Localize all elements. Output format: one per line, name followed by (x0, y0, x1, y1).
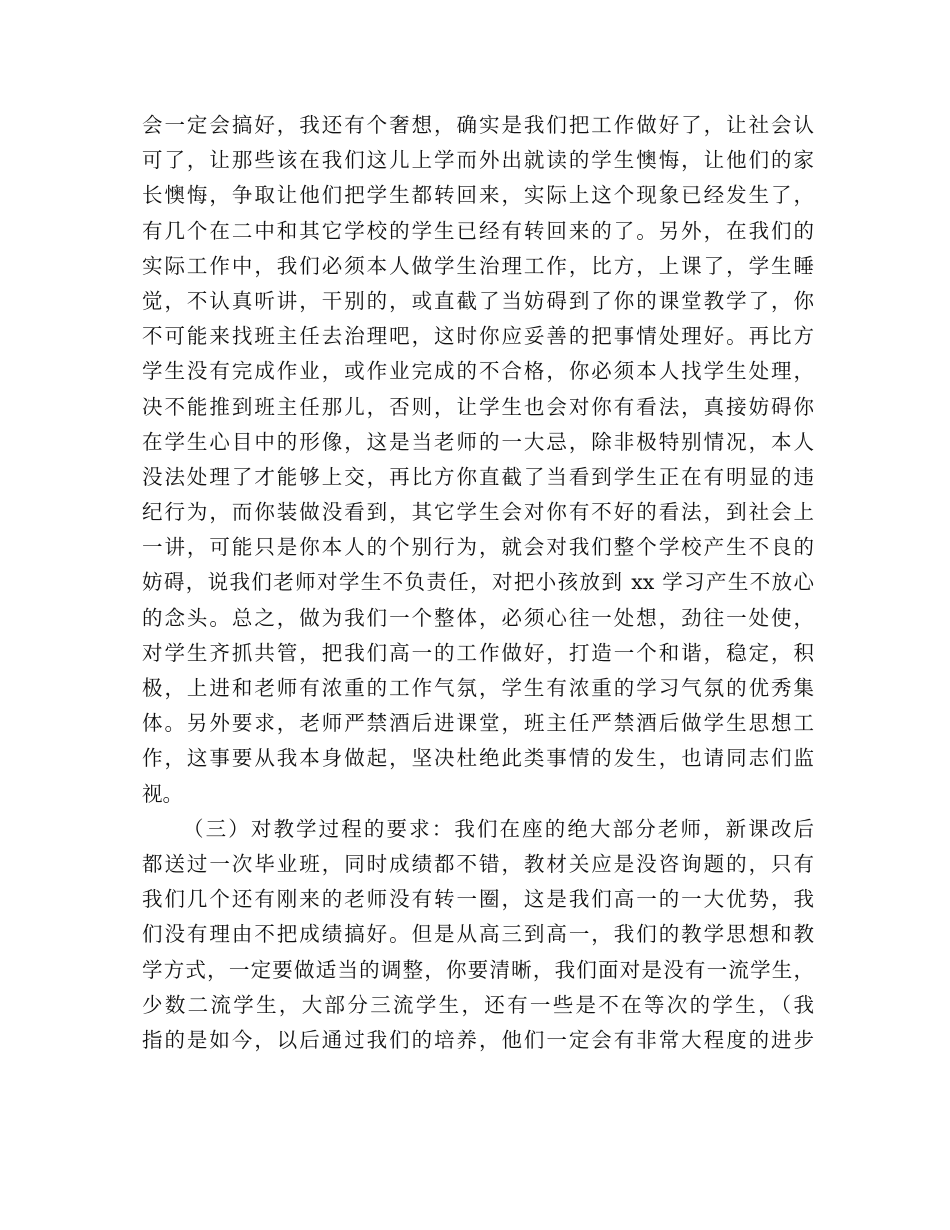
text-line: 作，这事要从我本身做起，坚决杜绝此类事情的发生，也请同志们监 (142, 746, 814, 771)
text-line: 在学生心目中的形像，这是当老师的一大忌，除非极特别情况，本人 (142, 429, 814, 454)
text-line: 妨碍，说我们老师对学生不负责任，对把小孩放到 xx 学习产生不放心 (142, 570, 814, 595)
text-line: 会一定会搞好，我还有个奢想，确实是我们把工作做好了，让社会认 (142, 113, 814, 137)
text-line: 们没有理由不把成绩搞好。但是从高三到高一，我们的教学思想和教 (142, 922, 814, 947)
text-line: 的念头。总之，做为我们一个整体，必须心往一处想，劲往一处使， (142, 605, 814, 630)
text-line: 实际工作中，我们必须本人做学生治理工作，比方，上课了，学生睡 (142, 253, 814, 278)
text-line: 学生没有完成作业，或作业完成的不合格，你必须本人找学生处理， (142, 359, 814, 384)
text-line: （三）对教学过程的要求：我们在座的绝大部分老师，新课改后 (183, 816, 814, 841)
text-line: 可了，让那些该在我们这儿上学而外出就读的学生懊悔，让他们的家 (142, 148, 814, 173)
text-line: 学方式，一定要做适当的调整，你要清晰，我们面对是没有一流学生， (142, 957, 814, 982)
text-line: 极，上进和老师有浓重的工作气氛，学生有浓重的学习气氛的优秀集 (142, 676, 814, 700)
text-line: 对学生齐抓共管，把我们高一的工作做好，打造一个和谐，稳定，积 (142, 640, 814, 665)
text-line: 不可能来找班主任去治理吧，这时你应妥善的把事情处理好。再比方 (142, 324, 814, 349)
text-line: 长懊悔，争取让他们把学生都转回来，实际上这个现象已经发生了， (142, 183, 814, 208)
paragraph-2 (142, 812, 814, 1058)
text-line: 体。另外要求，老师严禁酒后进课堂，班主任严禁酒后做学生思想工 (142, 711, 814, 736)
text-line: 都送过一次毕业班，同时成绩都不错，教材关应是没咨询题的，只有 (142, 851, 814, 876)
text-line: 一讲，可能只是你本人的个别行为，就会对我们整个学校产生不良的 (142, 535, 814, 560)
text-line: 少数二流学生，大部分三流学生，还有一些是不在等次的学生，（我 (142, 992, 814, 1017)
text-line: 决不能推到班主任那儿，否则，让学生也会对你有看法，真接妨碍你 (142, 394, 814, 419)
document-body (142, 108, 814, 1058)
paragraph-1 (142, 108, 814, 812)
text-line: 我们几个还有刚来的老师没有转一圈，这是我们高一的一大优势，我 (142, 887, 814, 912)
text-line: 没法处理了才能够上交，再比方你直截了当看到学生正在有明显的违 (142, 464, 814, 489)
text-line: 视。 (142, 781, 183, 806)
text-line: 纪行为，而你装做没看到，其它学生会对你有不好的看法，到社会上 (142, 500, 814, 525)
text-line: 指的是如今，以后通过我们的培养，他们一定会有非常大程度的进步 (142, 1027, 814, 1052)
text-line: 有几个在二中和其它学校的学生已经有转回来的了。另外，在我们的 (142, 218, 814, 243)
text-line: 觉，不认真听讲，干别的，或直截了当妨碍到了你的课堂教学了，你 (142, 288, 814, 313)
